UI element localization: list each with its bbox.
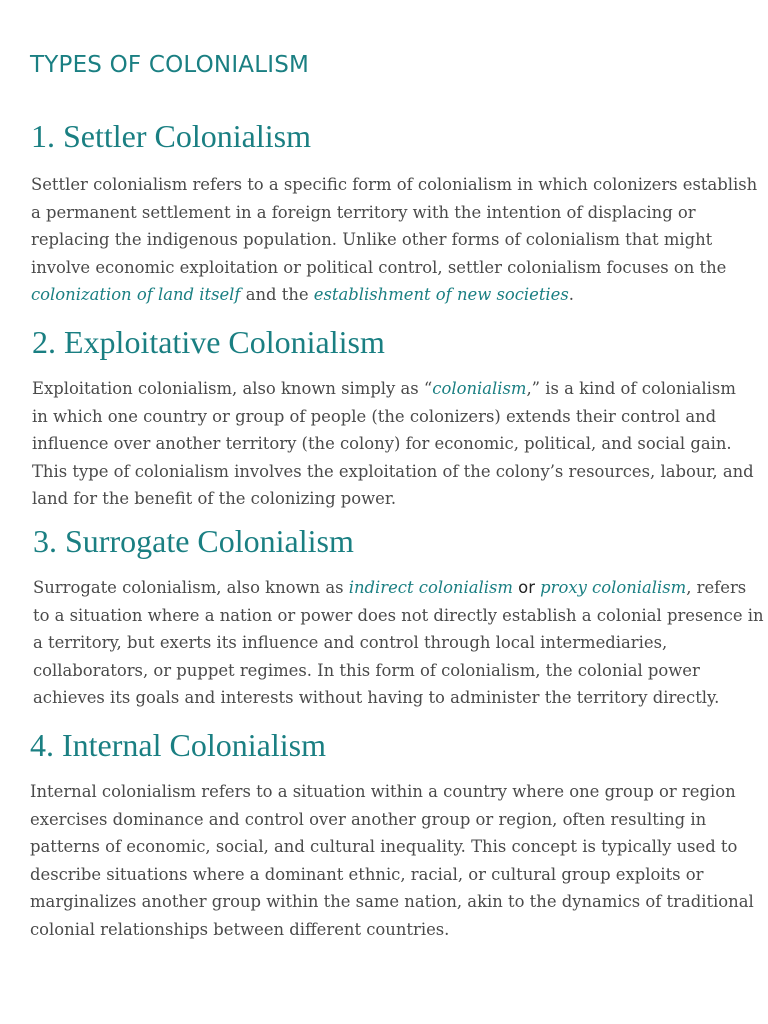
paragraph-line: exercises dominance and control over another group or region, often resulting in	[30, 809, 707, 829]
section-heading-exploitative: 2. Exploitative Colonialism	[32, 324, 385, 360]
line-text: , refers	[686, 578, 747, 597]
section-heading-surrogate: 3. Surrogate Colonialism	[33, 523, 354, 559]
paragraph-line: marginalizes another group within the same nation, akin to the dynamics of traditional	[30, 892, 754, 912]
document-title: TYPES OF COLONIALISM	[30, 52, 310, 78]
paragraph-line: a territory, but exerts its influence and control through local intermediaries,	[33, 633, 668, 653]
paragraph-line: involve economic exploitation or political control, settler colonialism focuses on the	[31, 257, 727, 277]
section-paragraph-internal	[30, 778, 754, 944]
paragraph-line: Settler colonialism refers to a specific form of colonialism in which colonizers establish	[31, 175, 758, 194]
paragraph-line	[32, 375, 752, 403]
paragraph-line: This type of colonialism involves the exploitation of the colony’s resources, labour, and	[32, 461, 754, 481]
paragraph-line: influence over another territory (the colony) for economic, political, and social gain.	[32, 434, 732, 454]
line-text: or	[512, 578, 541, 597]
paragraph-line: achieves its goals and interests without having to administer the territory directly.	[33, 688, 720, 708]
paragraph-line: to a situation where a nation or power does not directly establish a colonial presence in	[33, 605, 764, 625]
section-paragraph-surrogate	[33, 574, 764, 712]
paragraph-line: collaborators, or puppet regimes. In this form of colonialism, the colonial power	[33, 660, 700, 680]
line-text: Surrogate colonialism, also known as	[33, 578, 349, 597]
line-text: Exploitation colonialism, also known simply as “	[32, 379, 433, 398]
paragraph-line: a permanent settlement in a foreign territory with the intention of displacing or	[31, 202, 696, 222]
paragraph-line: describe situations where a dominant ethnic, racial, or cultural group exploits or	[30, 864, 704, 884]
section-heading-internal: 4. Internal Colonialism	[30, 727, 326, 763]
paragraph-line: replacing the indigenous population. Unlike other forms of colonialism that might	[31, 230, 713, 250]
line-text: and the	[240, 285, 314, 305]
emphasis-proxy-colonialism: proxy colonialism	[540, 578, 687, 597]
emphasis-colonization-of-land: colonization of land itself	[31, 285, 241, 305]
emphasis-establishment-of-societies: establishment of new societies	[313, 285, 569, 305]
section-paragraph-exploitative	[32, 375, 752, 513]
paragraph-line	[31, 281, 751, 309]
section-paragraph-settler	[31, 171, 758, 309]
paragraph-line: in which one country or group of people (the colonizers) extends their control and	[32, 406, 717, 426]
paragraph-line: patterns of economic, social, and cultural inequality. This concept is typically used to	[30, 837, 738, 857]
paragraph-line: colonial relationships between different countries.	[30, 919, 450, 939]
section-heading-settler: 1. Settler Colonialism	[31, 118, 311, 154]
line-text: .	[568, 285, 575, 305]
paragraph-line: Internal colonialism refers to a situation within a country where one group or region	[30, 782, 736, 801]
emphasis-colonialism: colonialism	[432, 379, 527, 398]
paragraph-line	[33, 574, 753, 602]
paragraph-line: land for the benefit of the colonizing power.	[32, 489, 397, 509]
line-text: ,” is a kind of colonialism	[526, 379, 736, 398]
emphasis-indirect-colonialism: indirect colonialism	[348, 578, 513, 597]
